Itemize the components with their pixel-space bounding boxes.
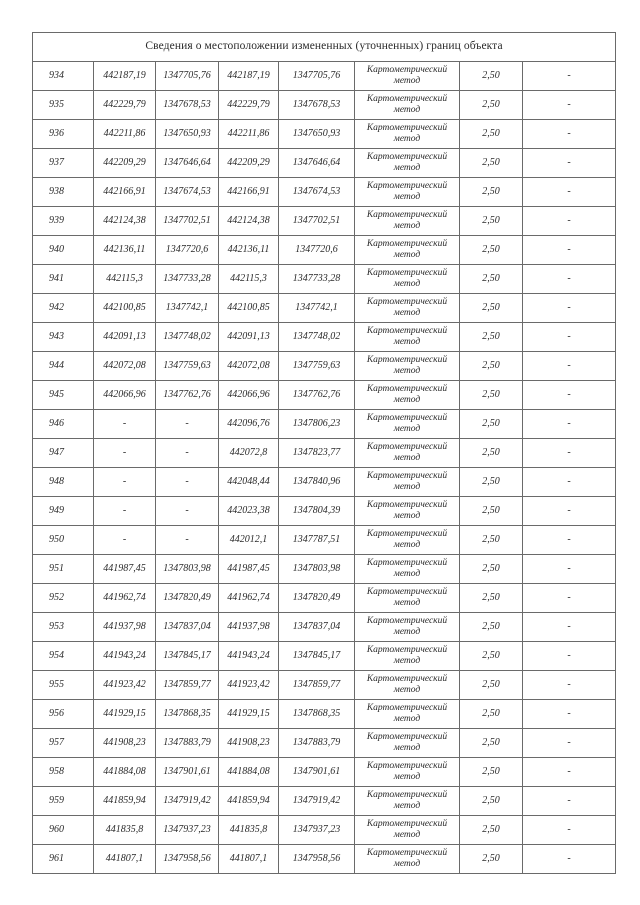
refined-x-cell: 442066,96 [219, 381, 279, 410]
point-number-cell: 948 [33, 468, 94, 497]
extra-value-cell: - [523, 584, 616, 613]
accuracy-cell: 2,50 [460, 700, 523, 729]
method-cell: Картометрический метод [355, 816, 460, 845]
existing-x-cell: 441884,08 [94, 758, 156, 787]
table-row [33, 323, 616, 352]
refined-y-cell: 1347919,42 [279, 787, 355, 816]
accuracy-cell: 2,50 [460, 91, 523, 120]
accuracy-cell: 2,50 [460, 642, 523, 671]
method-cell: Картометрический метод [355, 207, 460, 236]
point-number-cell: 939 [33, 207, 94, 236]
refined-x-cell: 442229,79 [219, 91, 279, 120]
method-cell: Картометрический метод [355, 526, 460, 555]
point-number-cell: 961 [33, 845, 94, 874]
refined-y-cell: 1347762,76 [279, 381, 355, 410]
method-cell: Картометрический метод [355, 439, 460, 468]
refined-x-cell: 442115,3 [219, 265, 279, 294]
existing-x-cell: 441987,45 [94, 555, 156, 584]
existing-y-cell: 1347650,93 [156, 120, 219, 149]
table-row [33, 700, 616, 729]
point-number-cell: 936 [33, 120, 94, 149]
refined-x-cell: 442136,11 [219, 236, 279, 265]
refined-x-cell: 441937,98 [219, 613, 279, 642]
extra-value-cell: - [523, 207, 616, 236]
existing-y-cell: - [156, 410, 219, 439]
existing-y-cell: 1347646,64 [156, 149, 219, 178]
point-number-cell: 946 [33, 410, 94, 439]
refined-y-cell: 1347859,77 [279, 671, 355, 700]
method-cell: Картометрический метод [355, 178, 460, 207]
method-cell: Картометрический метод [355, 62, 460, 91]
refined-y-cell: 1347742,1 [279, 294, 355, 323]
table-row [33, 729, 616, 758]
table-row [33, 410, 616, 439]
extra-value-cell: - [523, 236, 616, 265]
refined-y-cell: 1347678,53 [279, 91, 355, 120]
refined-x-cell: 442012,1 [219, 526, 279, 555]
table-row [33, 265, 616, 294]
existing-x-cell: - [94, 468, 156, 497]
refined-y-cell: 1347720,6 [279, 236, 355, 265]
accuracy-cell: 2,50 [460, 671, 523, 700]
existing-y-cell: - [156, 526, 219, 555]
accuracy-cell: 2,50 [460, 207, 523, 236]
point-number-cell: 942 [33, 294, 94, 323]
existing-x-cell: 441943,24 [94, 642, 156, 671]
point-number-cell: 958 [33, 758, 94, 787]
refined-x-cell: 442100,85 [219, 294, 279, 323]
table-row [33, 120, 616, 149]
accuracy-cell: 2,50 [460, 497, 523, 526]
refined-y-cell: 1347845,17 [279, 642, 355, 671]
existing-y-cell: 1347958,56 [156, 845, 219, 874]
table-row [33, 584, 616, 613]
extra-value-cell: - [523, 729, 616, 758]
method-cell: Картометрический метод [355, 323, 460, 352]
table-row [33, 671, 616, 700]
refined-x-cell: 441987,45 [219, 555, 279, 584]
table-row [33, 381, 616, 410]
method-cell: Картометрический метод [355, 120, 460, 149]
existing-y-cell: 1347720,6 [156, 236, 219, 265]
point-number-cell: 935 [33, 91, 94, 120]
table-row [33, 439, 616, 468]
refined-y-cell: 1347733,28 [279, 265, 355, 294]
existing-y-cell: 1347762,76 [156, 381, 219, 410]
method-cell: Картометрический метод [355, 294, 460, 323]
point-number-cell: 956 [33, 700, 94, 729]
extra-value-cell: - [523, 816, 616, 845]
method-cell: Картометрический метод [355, 91, 460, 120]
point-number-cell: 941 [33, 265, 94, 294]
refined-y-cell: 1347901,61 [279, 758, 355, 787]
refined-y-cell: 1347958,56 [279, 845, 355, 874]
refined-x-cell: 442072,8 [219, 439, 279, 468]
extra-value-cell: - [523, 323, 616, 352]
existing-y-cell: 1347820,49 [156, 584, 219, 613]
existing-x-cell: 442115,3 [94, 265, 156, 294]
table-row [33, 149, 616, 178]
method-cell: Картометрический метод [355, 265, 460, 294]
existing-y-cell: 1347919,42 [156, 787, 219, 816]
extra-value-cell: - [523, 410, 616, 439]
point-number-cell: 945 [33, 381, 94, 410]
accuracy-cell: 2,50 [460, 439, 523, 468]
existing-x-cell: 441929,15 [94, 700, 156, 729]
point-number-cell: 949 [33, 497, 94, 526]
table-row [33, 758, 616, 787]
accuracy-cell: 2,50 [460, 381, 523, 410]
method-cell: Картометрический метод [355, 729, 460, 758]
refined-y-cell: 1347806,23 [279, 410, 355, 439]
accuracy-cell: 2,50 [460, 236, 523, 265]
existing-x-cell: 442166,91 [94, 178, 156, 207]
refined-x-cell: 442187,19 [219, 62, 279, 91]
extra-value-cell: - [523, 497, 616, 526]
method-cell: Картометрический метод [355, 671, 460, 700]
accuracy-cell: 2,50 [460, 468, 523, 497]
point-number-cell: 947 [33, 439, 94, 468]
existing-y-cell: 1347674,53 [156, 178, 219, 207]
point-number-cell: 951 [33, 555, 94, 584]
refined-y-cell: 1347820,49 [279, 584, 355, 613]
refined-x-cell: 441923,42 [219, 671, 279, 700]
existing-y-cell: 1347705,76 [156, 62, 219, 91]
accuracy-cell: 2,50 [460, 758, 523, 787]
method-cell: Картометрический метод [355, 381, 460, 410]
refined-y-cell: 1347823,77 [279, 439, 355, 468]
point-number-cell: 955 [33, 671, 94, 700]
existing-y-cell: 1347678,53 [156, 91, 219, 120]
accuracy-cell: 2,50 [460, 294, 523, 323]
table-row [33, 91, 616, 120]
point-number-cell: 937 [33, 149, 94, 178]
extra-value-cell: - [523, 845, 616, 874]
accuracy-cell: 2,50 [460, 729, 523, 758]
method-cell: Картометрический метод [355, 787, 460, 816]
table-row [33, 236, 616, 265]
extra-value-cell: - [523, 120, 616, 149]
refined-x-cell: 441859,94 [219, 787, 279, 816]
refined-x-cell: 442211,86 [219, 120, 279, 149]
point-number-cell: 944 [33, 352, 94, 381]
accuracy-cell: 2,50 [460, 62, 523, 91]
table-row [33, 207, 616, 236]
refined-x-cell: 442048,44 [219, 468, 279, 497]
existing-x-cell: 442136,11 [94, 236, 156, 265]
accuracy-cell: 2,50 [460, 265, 523, 294]
existing-x-cell: 441908,23 [94, 729, 156, 758]
point-number-cell: 960 [33, 816, 94, 845]
extra-value-cell: - [523, 178, 616, 207]
refined-x-cell: 442096,76 [219, 410, 279, 439]
refined-x-cell: 442166,91 [219, 178, 279, 207]
accuracy-cell: 2,50 [460, 149, 523, 178]
accuracy-cell: 2,50 [460, 555, 523, 584]
point-number-cell: 954 [33, 642, 94, 671]
method-cell: Картометрический метод [355, 613, 460, 642]
existing-y-cell: 1347759,63 [156, 352, 219, 381]
refined-x-cell: 442023,38 [219, 497, 279, 526]
refined-x-cell: 442072,08 [219, 352, 279, 381]
existing-x-cell: 442187,19 [94, 62, 156, 91]
method-cell: Картометрический метод [355, 468, 460, 497]
existing-y-cell: 1347733,28 [156, 265, 219, 294]
existing-x-cell: 441923,42 [94, 671, 156, 700]
point-number-cell: 940 [33, 236, 94, 265]
table-row [33, 62, 616, 91]
method-cell: Картометрический метод [355, 236, 460, 265]
refined-y-cell: 1347803,98 [279, 555, 355, 584]
method-cell: Картометрический метод [355, 758, 460, 787]
existing-x-cell: 442072,08 [94, 352, 156, 381]
refined-x-cell: 441884,08 [219, 758, 279, 787]
point-number-cell: 943 [33, 323, 94, 352]
refined-y-cell: 1347937,23 [279, 816, 355, 845]
refined-y-cell: 1347702,51 [279, 207, 355, 236]
method-cell: Картометрический метод [355, 352, 460, 381]
table-row [33, 178, 616, 207]
extra-value-cell: - [523, 439, 616, 468]
refined-y-cell: 1347837,04 [279, 613, 355, 642]
accuracy-cell: 2,50 [460, 323, 523, 352]
refined-x-cell: 441962,74 [219, 584, 279, 613]
existing-x-cell: 441835,8 [94, 816, 156, 845]
existing-y-cell: 1347845,17 [156, 642, 219, 671]
method-cell: Картометрический метод [355, 497, 460, 526]
table-row [33, 816, 616, 845]
refined-y-cell: 1347705,76 [279, 62, 355, 91]
existing-y-cell: 1347883,79 [156, 729, 219, 758]
refined-y-cell: 1347650,93 [279, 120, 355, 149]
existing-y-cell: 1347742,1 [156, 294, 219, 323]
existing-y-cell: 1347748,02 [156, 323, 219, 352]
accuracy-cell: 2,50 [460, 352, 523, 381]
table-row [33, 555, 616, 584]
refined-x-cell: 441943,24 [219, 642, 279, 671]
accuracy-cell: 2,50 [460, 178, 523, 207]
table-row [33, 526, 616, 555]
method-cell: Картометрический метод [355, 584, 460, 613]
extra-value-cell: - [523, 758, 616, 787]
method-cell: Картометрический метод [355, 642, 460, 671]
accuracy-cell: 2,50 [460, 410, 523, 439]
refined-y-cell: 1347787,51 [279, 526, 355, 555]
refined-y-cell: 1347748,02 [279, 323, 355, 352]
extra-value-cell: - [523, 555, 616, 584]
existing-x-cell: 441859,94 [94, 787, 156, 816]
existing-x-cell: - [94, 439, 156, 468]
table-row [33, 497, 616, 526]
extra-value-cell: - [523, 352, 616, 381]
refined-y-cell: 1347883,79 [279, 729, 355, 758]
table-row [33, 468, 616, 497]
extra-value-cell: - [523, 671, 616, 700]
method-cell: Картометрический метод [355, 700, 460, 729]
point-number-cell: 950 [33, 526, 94, 555]
existing-y-cell: 1347803,98 [156, 555, 219, 584]
accuracy-cell: 2,50 [460, 584, 523, 613]
refined-y-cell: 1347674,53 [279, 178, 355, 207]
extra-value-cell: - [523, 91, 616, 120]
existing-y-cell: 1347837,04 [156, 613, 219, 642]
extra-value-cell: - [523, 526, 616, 555]
table-row [33, 294, 616, 323]
refined-x-cell: 441835,8 [219, 816, 279, 845]
existing-y-cell: - [156, 497, 219, 526]
table-title: Сведения о местоположении измененных (уточненных) границ объекта [33, 33, 616, 62]
refined-y-cell: 1347759,63 [279, 352, 355, 381]
refined-x-cell: 442124,38 [219, 207, 279, 236]
table-row [33, 352, 616, 381]
extra-value-cell: - [523, 381, 616, 410]
extra-value-cell: - [523, 642, 616, 671]
existing-x-cell: 442124,38 [94, 207, 156, 236]
accuracy-cell: 2,50 [460, 787, 523, 816]
refined-x-cell: 442209,29 [219, 149, 279, 178]
existing-x-cell: 442066,96 [94, 381, 156, 410]
existing-x-cell: 442091,13 [94, 323, 156, 352]
point-number-cell: 934 [33, 62, 94, 91]
existing-y-cell: - [156, 468, 219, 497]
accuracy-cell: 2,50 [460, 613, 523, 642]
refined-x-cell: 441908,23 [219, 729, 279, 758]
extra-value-cell: - [523, 294, 616, 323]
point-number-cell: 957 [33, 729, 94, 758]
table-row [33, 787, 616, 816]
refined-y-cell: 1347868,35 [279, 700, 355, 729]
extra-value-cell: - [523, 62, 616, 91]
accuracy-cell: 2,50 [460, 845, 523, 874]
document-page [32, 32, 615, 874]
refined-x-cell: 441929,15 [219, 700, 279, 729]
existing-y-cell: 1347901,61 [156, 758, 219, 787]
existing-x-cell: 441807,1 [94, 845, 156, 874]
point-number-cell: 959 [33, 787, 94, 816]
existing-x-cell: 442100,85 [94, 294, 156, 323]
table-row [33, 642, 616, 671]
existing-x-cell: 442209,29 [94, 149, 156, 178]
accuracy-cell: 2,50 [460, 120, 523, 149]
existing-y-cell: 1347859,77 [156, 671, 219, 700]
method-cell: Картометрический метод [355, 410, 460, 439]
refined-x-cell: 441807,1 [219, 845, 279, 874]
table-title-row [33, 33, 616, 62]
refined-x-cell: 442091,13 [219, 323, 279, 352]
existing-y-cell: 1347702,51 [156, 207, 219, 236]
extra-value-cell: - [523, 613, 616, 642]
accuracy-cell: 2,50 [460, 526, 523, 555]
extra-value-cell: - [523, 468, 616, 497]
existing-y-cell: - [156, 439, 219, 468]
existing-x-cell: 441962,74 [94, 584, 156, 613]
existing-x-cell: - [94, 526, 156, 555]
refined-y-cell: 1347840,96 [279, 468, 355, 497]
point-number-cell: 953 [33, 613, 94, 642]
method-cell: Картометрический метод [355, 149, 460, 178]
point-number-cell: 938 [33, 178, 94, 207]
extra-value-cell: - [523, 700, 616, 729]
table-row [33, 845, 616, 874]
accuracy-cell: 2,50 [460, 816, 523, 845]
existing-x-cell: 442211,86 [94, 120, 156, 149]
extra-value-cell: - [523, 265, 616, 294]
point-number-cell: 952 [33, 584, 94, 613]
boundary-coordinates-table [32, 32, 616, 874]
refined-y-cell: 1347804,39 [279, 497, 355, 526]
existing-x-cell: 441937,98 [94, 613, 156, 642]
extra-value-cell: - [523, 787, 616, 816]
method-cell: Картометрический метод [355, 845, 460, 874]
existing-x-cell: - [94, 410, 156, 439]
table-row [33, 613, 616, 642]
method-cell: Картометрический метод [355, 555, 460, 584]
existing-y-cell: 1347937,23 [156, 816, 219, 845]
extra-value-cell: - [523, 149, 616, 178]
existing-y-cell: 1347868,35 [156, 700, 219, 729]
existing-x-cell: 442229,79 [94, 91, 156, 120]
refined-y-cell: 1347646,64 [279, 149, 355, 178]
existing-x-cell: - [94, 497, 156, 526]
